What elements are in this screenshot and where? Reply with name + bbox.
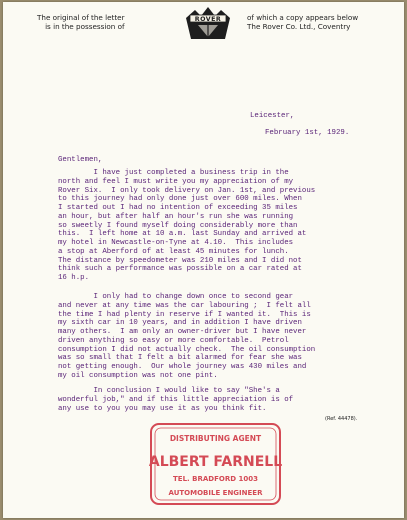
reference-number: (Ref. 44478). bbox=[325, 416, 358, 422]
letter-salutation: Gentlemen, bbox=[58, 156, 103, 164]
header-right-line2: The Rover Co. Ltd., Coventry bbox=[247, 22, 351, 32]
stamp-line1: DISTRIBUTING AGENT bbox=[169, 434, 262, 443]
letter-line: was so small that I felt a bit alarmed for fear she was bbox=[58, 354, 302, 363]
stamp-line2: ALBERT FARNELL bbox=[148, 454, 283, 470]
header-right-line1: of which a copy appears below bbox=[247, 13, 359, 22]
letter-line: I started out I had no intention of exceeding 35 miles bbox=[58, 204, 298, 212]
letter-line: this. I left home at 10 a.m. last Sunday and arrived at bbox=[58, 230, 307, 239]
letter-line: many others. I am only an owner-driver but I have never bbox=[58, 328, 307, 336]
rover-logo-icon bbox=[185, 6, 231, 40]
stamp-line3: TEL. BRADFORD 1003 bbox=[173, 475, 258, 483]
letter-line: north and feel I must write you my appreciation of my bbox=[58, 177, 294, 186]
logo-text: ROVER bbox=[194, 16, 222, 23]
header-right bbox=[247, 13, 358, 32]
letter-line: not getting enough. Our whole journey was 430 miles and bbox=[58, 363, 307, 371]
letter-line: an hour, but after half an hour's run she was running bbox=[58, 212, 294, 221]
letter-line: Rover Six. I only took delivery on Jan. 1st, and previous bbox=[58, 186, 316, 195]
letter-line: I only had to change down once to second gear bbox=[58, 293, 294, 301]
letter-line: my hotel in Newcastle-on-Tyne at 4.10. This includes bbox=[58, 239, 294, 247]
paragraph-3 bbox=[58, 387, 293, 413]
letter-line: the time I had plenty in reserve if I wanted it. This is bbox=[58, 310, 311, 319]
header-left-line2: is in the possession of bbox=[45, 22, 125, 32]
letter-line: so sweetly I found myself doing considerably more than bbox=[58, 221, 298, 230]
letter-line: and never at any time was the car labouring ; I felt all bbox=[58, 301, 311, 310]
letter-line: consumption I did not actually check. The oil consumption bbox=[58, 345, 316, 354]
stamp-line4: AUTOMOBILE ENGINEER bbox=[168, 489, 263, 497]
letter-line: The distance by speedometer was 210 miles and I did not bbox=[58, 256, 302, 265]
letter-line: 16 h.p. bbox=[58, 274, 90, 282]
letter-line: driven anything so easy or more comfortable. Petrol bbox=[58, 336, 289, 345]
paragraph-2 bbox=[58, 293, 315, 381]
letter-line: any use to you you may use it as you think fit. bbox=[58, 404, 267, 413]
letter-line: my sixth car in 10 years, and in addition I have driven bbox=[58, 319, 302, 328]
letter-line: wonderful job," and if this little appreciation is of bbox=[58, 395, 294, 404]
letter-line: to this journey had only done just over 600 miles. When bbox=[58, 195, 302, 204]
letter-line: think such a performance was possible on a car rated at bbox=[58, 265, 302, 274]
paragraph-1 bbox=[58, 169, 315, 283]
letter-line: I have just completed a business trip in the bbox=[58, 169, 289, 177]
header-left-line1: The original of the letter bbox=[37, 13, 125, 22]
letter-line: a stop at Aberford of at least 45 minutes for lunch. bbox=[58, 247, 289, 256]
agent-stamp bbox=[148, 421, 283, 507]
letter-date: February 1st, 1929. bbox=[265, 129, 350, 137]
letter-line: In conclusion I would like to say "She's a bbox=[58, 387, 280, 395]
letter-place: Leicester, bbox=[250, 112, 295, 120]
letter-page bbox=[3, 2, 404, 518]
header-left bbox=[37, 13, 125, 32]
letter-line: my oil consumption was not one pint. bbox=[58, 371, 218, 380]
